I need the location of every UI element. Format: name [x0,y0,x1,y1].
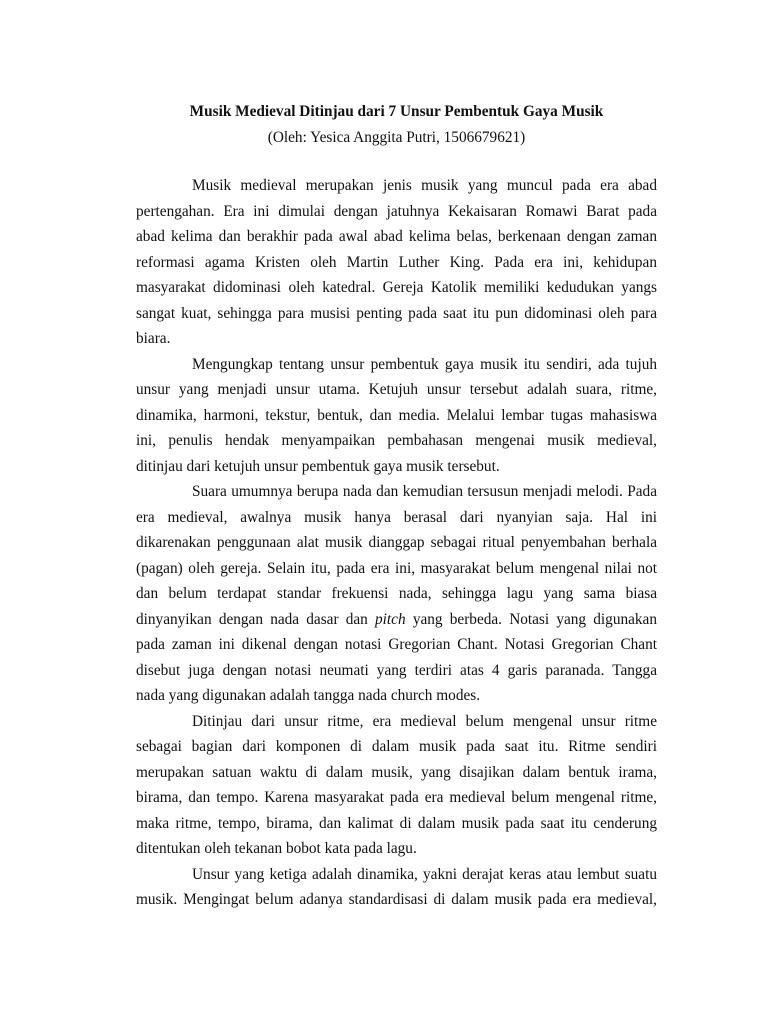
paragraph [136,479,657,709]
paragraph-line: dan belum terdapat standar frekuensi nada, sehingga lagu yang sama biasa [136,585,657,602]
paragraph-line: reformasi agama Kristen oleh Martin Luther King. Pada era ini, kehidupan [136,253,657,271]
paragraph [136,862,657,913]
paragraph [136,173,657,352]
paragraph-line: nada yang digunakan adalah tangga nada church modes. [136,687,481,704]
paragraph-line: Musik medieval merupakan jenis musik yang muncul pada era abad [192,177,657,194]
document-body [136,173,657,913]
document-page [136,99,657,913]
paragraph-line: dinamika, harmoni, tekstur, bentuk, dan media. Melalui lembar tugas mahasiswa [136,406,657,424]
paragraph-line: birama, dan tempo. Karena masyarakat pada era medieval belum mengenal ritme, [136,789,657,806]
paragraph-line: pertengahan. Era ini dimulai dengan jatuhnya Kekaisaran Romawi Barat pada [136,202,657,220]
paragraph-line: dikarenakan penggunaan alat musik dianggap sebagai ritual penyembahan berhala [136,534,657,551]
paragraph-line: Ditinjau dari unsur ritme, era medieval belum mengenal unsur ritme [192,712,657,730]
paragraph-line: abad kelima dan berakhir pada awal abad kelima belas, berkenaan dengan zaman [136,228,657,245]
paragraph-line: Unsur yang ketiga adalah dinamika, yakni derajat keras atau lembut suatu [192,865,657,883]
paragraph-line: dinyanyikan dengan nada dasar dan pitch yang berbeda. Notasi yang digunakan [136,610,657,628]
paragraph-line: merupakan satuan waktu di dalam musik, yang disajikan dalam bentuk irama, [136,763,657,781]
paragraph-line: disebut juga dengan notasi neumati yang terdiri atas 4 garis paranada. Tangga [136,661,657,679]
document-title: Musik Medieval Ditinjau dari 7 Unsur Pembentuk Gaya Musik [189,103,604,120]
italic-term: pitch [375,610,406,628]
paragraph-line: (pagan) oleh gereja. Selain itu, pada era ini, masyarakat belum mengenal nilai not [136,559,657,577]
paragraph-line: ditinjau dari ketujuh unsur pembentuk gaya musik tersebut. [136,457,500,475]
document-author: (Oleh: Yesica Anggita Putri, 1506679621) [267,129,526,146]
paragraph [136,352,657,480]
paragraph-line: maka ritme, tempo, birama, dan kalimat di dalam musik pada saat itu cenderung [136,814,657,832]
paragraph-line: era medieval, awalnya musik hanya berasal dari nyanyian saja. Hal ini [136,508,657,526]
paragraph-line: ini, penulis hendak menyampaikan pembahasan mengenai musik medieval, [136,432,657,449]
paragraph-line: masyarakat didominasi oleh katedral. Gereja Katolik memiliki kedudukan yangs [136,279,657,296]
paragraph-line: unsur yang menjadi unsur utama. Ketujuh unsur tersebut adalah suara, ritme, [136,381,657,398]
paragraph-line: sebagai bagian dari komponen di dalam musik pada saat itu. Ritme sendiri [136,738,657,755]
paragraph-line: musik. Mengingat belum adanya standardisasi di dalam musik pada era medieval, [136,891,657,908]
paragraph [136,709,657,862]
paragraph-line: biara. [136,330,171,347]
paragraph-line: Mengungkap tentang unsur pembentuk gaya musik itu sendiri, ada tujuh [192,355,657,373]
paragraph-line: Suara umumnya berupa nada dan kemudian tersusun menjadi melodi. Pada [192,483,657,500]
paragraph-line: ditentukan oleh tekanan bobot kata pada lagu. [136,840,417,857]
paragraph-line: pada zaman ini dikenal dengan notasi Gregorian Chant. Notasi Gregorian Chant [136,636,657,653]
paragraph-line: sangat kuat, sehingga para musisi penting pada saat itu pun didominasi oleh para [136,304,657,322]
